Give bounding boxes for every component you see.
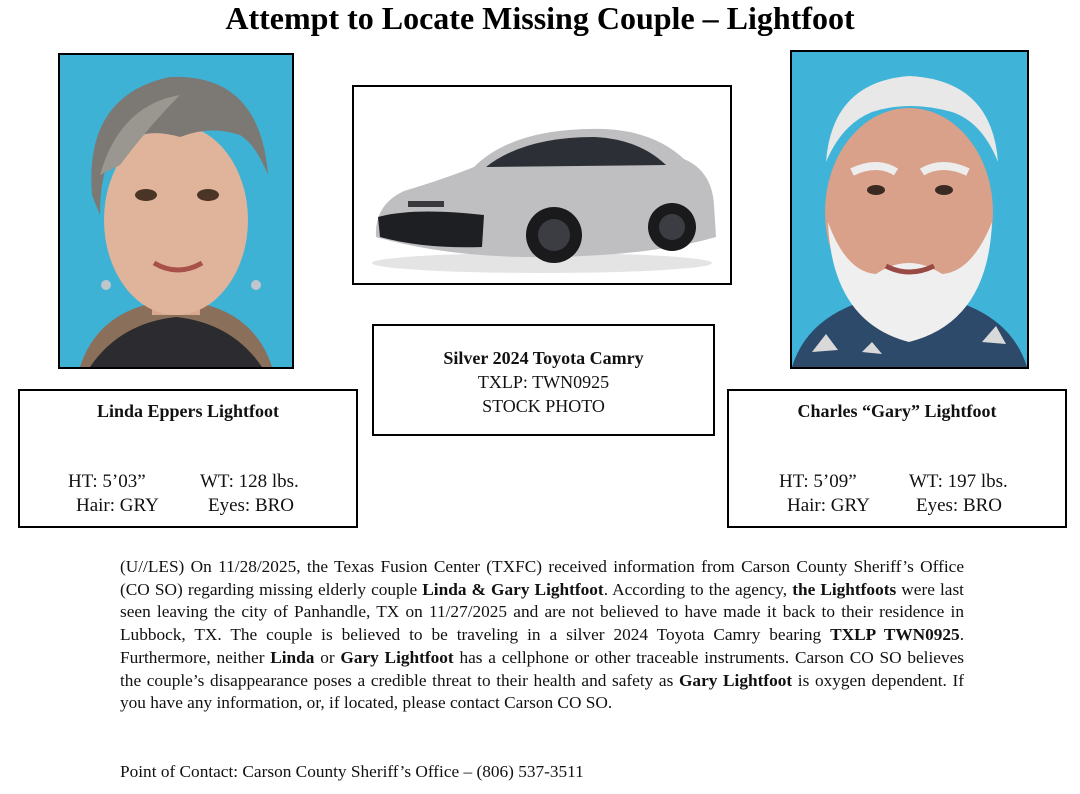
gary-height: HT: 5’09” <box>779 471 857 492</box>
page-title: Attempt to Locate Missing Couple – Lightfoot <box>225 0 855 36</box>
narrative-bold: TXLP TWN0925 <box>830 625 960 645</box>
linda-info-box <box>18 389 358 528</box>
stock-photo-note: STOCK PHOTO <box>482 396 605 416</box>
gary-eyes: Eyes: BRO <box>916 495 1003 516</box>
gary-info-box <box>727 389 1067 528</box>
point-of-contact: Point of Contact: Carson County Sheriff’s Office – (806) 537-3511 <box>120 762 584 781</box>
linda-weight: WT: 128 lbs. <box>200 471 299 492</box>
vehicle-photo <box>352 85 732 285</box>
narrative-bold: Linda & Gary Lightfoot <box>422 579 604 599</box>
linda-hair: Hair: GRY <box>76 495 159 516</box>
gary-photo <box>790 50 1029 369</box>
gary-weight: WT: 197 lbs. <box>909 471 1008 492</box>
narrative-bold: the Lightfoots <box>792 579 897 599</box>
narrative-text: is oxygen dependent. If you have any information, or, if located, please contact Carson CO SO. <box>120 670 964 713</box>
linda-height: HT: 5’03” <box>68 471 146 492</box>
narrative-bold: Linda <box>270 647 315 667</box>
narrative-text: has a cellphone or other traceable instruments. Carson CO SO believes the couple’s disappearance poses a credible threat to their health and safety as <box>120 647 964 690</box>
narrative-text: . According to the agency, <box>603 579 793 599</box>
narrative-text: were last seen leaving the city of Panhandle, TX on 11/27/2025 and are not believed to have made it back to their residence in Lubbock, TX. The couple is believed to be traveling in a silver 2024 Toyota Camry bearing <box>120 579 964 645</box>
linda-eyes: Eyes: BRO <box>208 495 295 516</box>
vehicle-description: Silver 2024 Toyota Camry <box>443 348 644 368</box>
narrative-text: (U//LES) On 11/28/2025, the Texas Fusion Center (TXFC) received information from Carson County Sheriff’s Office (CO SO) regarding missing elderly couple <box>120 557 964 599</box>
narrative-text: . Furthermore, neither <box>120 625 965 667</box>
gary-hair: Hair: GRY <box>787 495 870 516</box>
linda-name: Linda Eppers Lightfoot <box>96 401 280 421</box>
narrative-bold: Gary Lightfoot <box>678 670 793 690</box>
gary-name: Charles “Gary” Lightfoot <box>797 401 997 421</box>
narrative-text: or <box>314 647 341 667</box>
narrative-bold: Gary Lightfoot <box>340 647 454 667</box>
vehicle-info-box <box>372 324 715 436</box>
vehicle-plate: TXLP: TWN0925 <box>477 372 610 392</box>
linda-photo <box>58 53 294 369</box>
narrative-paragraph <box>120 556 964 715</box>
